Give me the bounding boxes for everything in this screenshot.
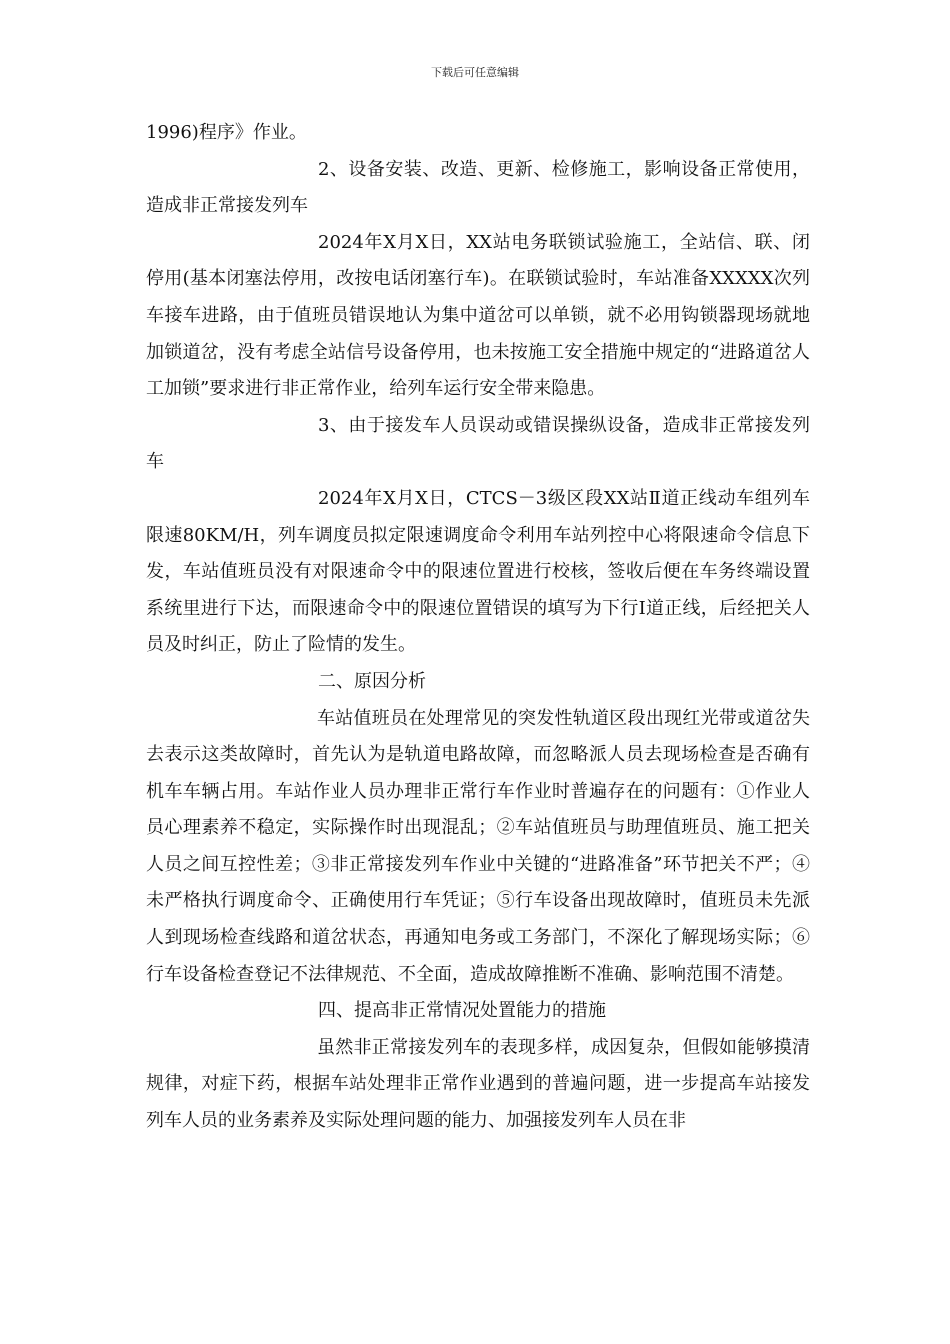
paragraph-continuation: 1996)程序》作业。 [146,122,307,143]
paragraph-item-3-heading: 3、由于接发车人员误动或错误操纵设备，造成非正常接发列车 [146,414,810,473]
paragraph-example-2: 2024年X月X日，CTCS－3级区段XX站Ⅱ道正线动车组列车限速80KM/H，列车调度员拟定限速调度命令利用车站列控中心将限速命令信息下发，车站值班员没有对限速命令中的限速位置进行校核，签收后便在车务终端设置系统里进行下达，而限速命令中的限速位置错误的填写为下行Ⅰ道正线，后经把关人员及时纠正，防止了险情的发生。 [146,487,810,656]
page-header-watermark: 下载后可任意编辑 [431,66,519,79]
section-heading-cause-analysis: 二、原因分析 [318,670,426,692]
paragraph-cause-analysis: 车站值班员在处理常见的突发性轨道区段出现红光带或道岔失去表示这类故障时，首先认为是轨道电路故障，而忽略派人员去现场检查是否确有机车车辆占用。车站作业人员办理非正常行车作业时普遍存在的问题有：①作业人员心理素养不稳定，实际操作时出现混乱；②车站值班员与助理值班员、施工把关人员之间互控性差；③非正常接发列车作业中关键的“进路准备”环节把关不严；④未严格执行调度命令、正确使用行车凭证；⑤行车设备出现故障时，值班员未先派人到现场检查线路和道岔状态，再通知电务或工务部门，不深化了解现场实际；⑥行车设备检查登记不法律规范、不全面，造成故障推断不准确、影响范围不清楚。 [146,707,810,985]
paragraph-measures: 虽然非正常接发列车的表现多样，成因复杂，但假如能够摸清规律，对症下药，根据车站处理非正常作业遇到的普遍问题，进一步提高车站接发列车人员的业务素养及实际处理问题的能力、加强接发列车人员在非 [146,1036,810,1132]
paragraph-item-2-heading: 2、设备安装、改造、更新、检修施工，影响设备正常使用，造成非正常接发列车 [146,158,810,217]
document-body [146,115,810,1140]
section-heading-measures: 四、提高非正常情况处置能力的措施 [318,1000,606,1022]
paragraph-example-1: 2024年X月X日，XX站电务联锁试验施工，全站信、联、闭停用(基本闭塞法停用，改按电话闭塞行车)。在联锁试验时，车站准备XXXXX次列车接车进路，由于值班员错误地认为集中道岔可以单锁，就不必用钩锁器现场就地加锁道岔，没有考虑全站信号设备停用，也未按施工安全措施中规定的“进路道岔人工加锁”要求进行非正常作业，给列车运行安全带来隐患。 [146,231,810,400]
